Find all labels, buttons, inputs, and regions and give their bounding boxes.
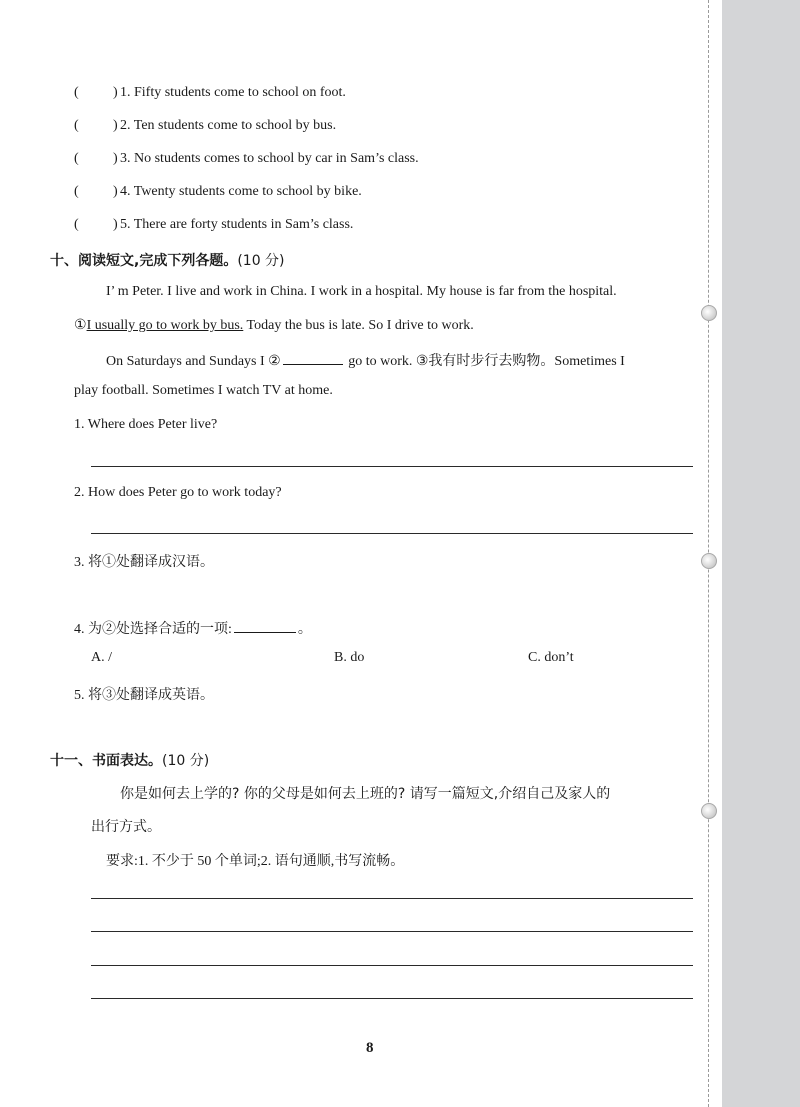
writing-line[interactable] (91, 965, 693, 966)
underlined-sentence: I usually go to work by bus. (86, 318, 244, 333)
binding-hole-icon (701, 803, 717, 819)
question-4-end: 。 (297, 622, 312, 637)
writing-line[interactable] (91, 898, 693, 899)
judge-item-text: 3. No students comes to school by car in Sam’s class. (120, 151, 419, 166)
judge-item-text: 4. Twenty students come to school by bike. (120, 184, 362, 199)
question-1: 1. Where does Peter live? (74, 417, 218, 432)
writing-line[interactable] (91, 998, 693, 999)
answer-bracket-open[interactable]: ( (74, 85, 79, 100)
answer-bracket-close: ) (113, 184, 118, 199)
answer-bracket-open[interactable]: ( (74, 217, 79, 232)
passage-line-1: I’ m Peter. I live and work in China. I work in a hospital. My house is far from the hospital. (106, 284, 617, 299)
answer-bracket-close: ) (113, 85, 118, 100)
answer-bracket-open[interactable]: ( (74, 151, 79, 166)
page-number: 8 (366, 1040, 374, 1056)
writing-line[interactable] (91, 931, 693, 932)
option-c[interactable]: C. don’t (528, 650, 574, 665)
passage-line-2 (74, 317, 474, 334)
option-b[interactable]: B. do (334, 650, 365, 665)
question-3: 3. 将①处翻译成汉语。 (74, 555, 214, 570)
prompt-line-1: 你是如何去上学的? 你的父母是如何去上班的? 请写一篇短文,介绍自己及家人的 (120, 786, 611, 802)
answer-line-q2[interactable] (91, 533, 693, 534)
marker-1: ① (74, 318, 87, 333)
section-10-heading (50, 250, 285, 270)
section-11-score: (10 分) (162, 753, 210, 769)
question-4 (74, 618, 312, 638)
judge-item-text: 1. Fifty students come to school on foot. (120, 85, 346, 100)
section-10-title: 十、阅读短文,完成下列各题。 (50, 253, 238, 269)
section-11-heading (50, 750, 209, 770)
blank-2-input[interactable] (283, 351, 343, 365)
requirement: 要求:1. 不少于 50 个单词;2. 语句通顺,书写流畅。 (106, 854, 405, 869)
option-a[interactable]: A. / (91, 650, 112, 665)
binding-margin (722, 0, 800, 1107)
binding-hole-icon (701, 305, 717, 321)
passage-line-3 (106, 350, 625, 370)
binding-hole-icon (701, 553, 717, 569)
passage-line-4: play football. Sometimes I watch TV at home. (74, 383, 333, 398)
judge-item-text: 2. Ten students come to school by bus. (120, 118, 337, 133)
judge-item-text: 5. There are forty students in Sam’s class. (120, 217, 354, 232)
question-5: 5. 将③处翻译成英语。 (74, 688, 214, 703)
answer-bracket-open[interactable]: ( (74, 184, 79, 199)
question-2: 2. How does Peter go to work today? (74, 485, 282, 500)
blank-q4-input[interactable] (234, 619, 296, 633)
section-11-title: 十一、书面表达。 (50, 753, 162, 769)
passage-line-3-rest: go to work. ③我有时步行去购物。Sometimes I (344, 354, 625, 369)
section-10-score: (10 分) (237, 253, 285, 269)
answer-bracket-open[interactable]: ( (74, 118, 79, 133)
answer-bracket-close: ) (113, 151, 118, 166)
answer-bracket-close: ) (113, 118, 118, 133)
question-4-text: 4. 为②处选择合适的一项: (74, 622, 232, 637)
prompt-line-2: 出行方式。 (91, 819, 161, 835)
answer-bracket-close: ) (113, 217, 118, 232)
answer-line-q1[interactable] (91, 466, 693, 467)
passage-line-3-start: On Saturdays and Sundays I ② (106, 354, 281, 369)
passage-line-2-rest: Today the bus is late. So I drive to work. (243, 318, 474, 333)
